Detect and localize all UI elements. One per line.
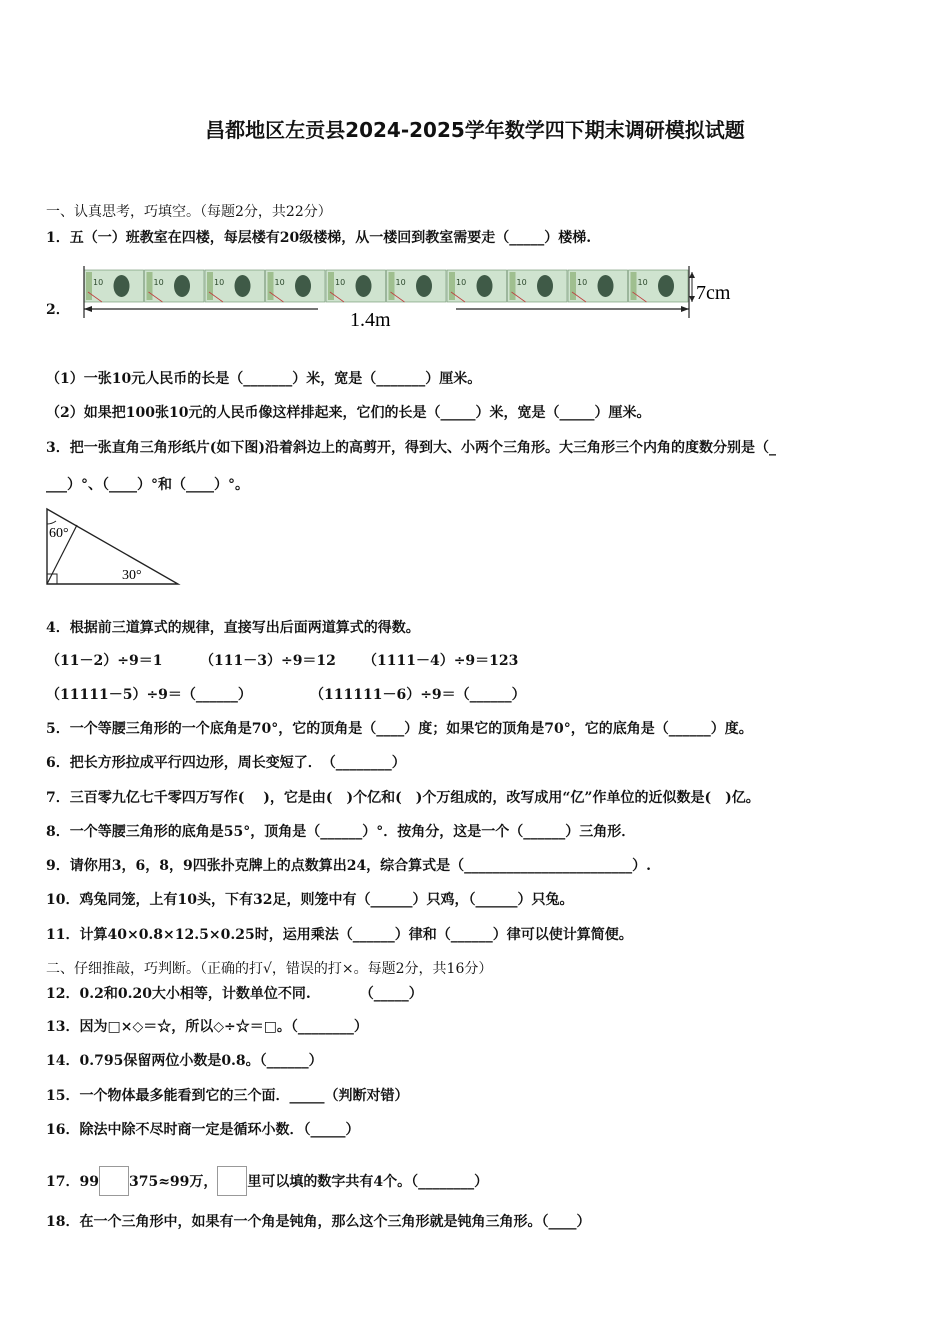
question-15: 15．一个物体最多能看到它的三个面．_____（判断对错） bbox=[46, 1088, 409, 1104]
banknote-denomination: 10 bbox=[456, 278, 467, 287]
question-4-row1-a: （11－2）÷9＝1 bbox=[46, 653, 163, 669]
banknote-denomination: 10 bbox=[153, 278, 164, 287]
banknote-icon bbox=[266, 270, 326, 302]
question-11: 11．计算40×0.8×12.5×0.25时，运用乘法（______）律和（______）律可以使计算简便。 bbox=[46, 927, 633, 943]
question-3-line2: ___）°、（____）°和（____）°。 bbox=[46, 477, 249, 493]
question-3-line1: 3．把一张直角三角形纸片(如下图)沿着斜边上的高剪开，得到大、小两个三角形。大三角形三个内角的度数分别是（_ bbox=[46, 440, 776, 456]
banknote-denomination: 10 bbox=[335, 278, 346, 287]
banknote-denomination: 10 bbox=[93, 278, 104, 287]
question-2-1: （1）一张10元人民币的长是（_______）米，宽是（_______）厘米。 bbox=[46, 371, 482, 387]
question-4-row1-c: （1111－4）÷9＝123 bbox=[363, 653, 519, 669]
page-title: 昌都地区左贡县2024-2025学年数学四下期末调研模拟试题 bbox=[205, 118, 745, 142]
question-17-part-a: 17．99 bbox=[46, 1174, 99, 1190]
question-7: 7．三百零九亿七千零四万写作( )，它是由( )个亿和( )个万组成的，改写成用“亿”作单位的近似数是( )亿。 bbox=[46, 790, 760, 806]
blank-box bbox=[99, 1166, 129, 1196]
banknote-icon bbox=[568, 270, 628, 302]
angle-30-label: 30° bbox=[122, 568, 142, 583]
banknote-row-figure bbox=[70, 262, 770, 334]
question-4-row1-b: （111－3）÷9＝12 bbox=[200, 653, 336, 669]
question-10: 10．鸡兔同笼，上有10头，下有32足，则笼中有（______）只鸡，（______）只兔。 bbox=[46, 892, 574, 908]
banknote-icon bbox=[508, 270, 568, 302]
banknote-icon bbox=[145, 270, 205, 302]
banknote-icon bbox=[387, 270, 447, 302]
right-triangle-figure bbox=[44, 506, 184, 586]
question-4-row2-b: （111111－6）÷9＝（______） bbox=[310, 687, 526, 703]
question-17-part-b: 375≈99万， bbox=[128, 1174, 218, 1190]
banknote-icon bbox=[629, 270, 689, 302]
question-17-part-c: 里可以填的数字共有4个。（________） bbox=[247, 1174, 489, 1190]
question-2-number: 2． bbox=[46, 302, 70, 318]
angle-60-label: 60° bbox=[49, 526, 69, 541]
question-14: 14．0.795保留两位小数是0.8。（______） bbox=[46, 1053, 323, 1069]
blank-box bbox=[217, 1166, 247, 1196]
banknote-denomination: 10 bbox=[214, 278, 225, 287]
banknote-icon bbox=[84, 270, 144, 302]
question-17 bbox=[46, 1166, 488, 1196]
banknote-icon bbox=[447, 270, 507, 302]
section-2-heading: 二、仔细推敲，巧判断。（正确的打√，错误的打×。每题2分，共16分） bbox=[46, 961, 493, 977]
question-4-row2-a: （11111－5）÷9＝（______） bbox=[46, 687, 252, 703]
question-5: 5．一个等腰三角形的一个底角是70°，它的顶角是（____）度；如果它的顶角是70°，它的底角是（______）度。 bbox=[46, 721, 753, 737]
banknote-denomination: 10 bbox=[516, 278, 527, 287]
question-8: 8．一个等腰三角形的底角是55°，顶角是（______）°．按角分，这是一个（______）三角形． bbox=[46, 824, 636, 840]
question-16: 16．除法中除不尽时商一定是循环小数．（_____） bbox=[46, 1122, 360, 1138]
banknote-denomination: 10 bbox=[274, 278, 285, 287]
section-1-heading: 一、认真思考，巧填空。（每题2分，共22分） bbox=[46, 204, 332, 220]
banknote-icon bbox=[326, 270, 386, 302]
width-label: 7cm bbox=[696, 282, 731, 304]
banknote-denomination: 10 bbox=[577, 278, 588, 287]
question-12: 12．0.2和0.20大小相等，计数单位不同. （_____） bbox=[46, 986, 423, 1002]
question-6: 6．把长方形拉成平行四边形，周长变短了． （________） bbox=[46, 755, 406, 771]
question-2-2: （2）如果把100张10元的人民币像这样排起来，它们的长是（_____）米，宽是（_____）厘米。 bbox=[46, 405, 651, 421]
question-4: 4．根据前三道算式的规律，直接写出后面两道算式的得数。 bbox=[46, 620, 420, 636]
question-1: 1．五（一）班教室在四楼，每层楼有20级楼梯，从一楼回到教室需要走（_____）楼梯. bbox=[46, 230, 592, 246]
banknote-icon bbox=[205, 270, 265, 302]
question-18: 18．在一个三角形中，如果有一个角是钝角，那么这个三角形就是钝角三角形。（____） bbox=[46, 1214, 591, 1230]
question-13: 13．因为□×◇＝☆，所以◇÷☆＝□。（________） bbox=[46, 1019, 368, 1035]
length-label: 1.4m bbox=[350, 309, 391, 331]
banknote-denomination: 10 bbox=[395, 278, 406, 287]
question-9: 9．请你用3，6，8，9四张扑克牌上的点数算出24，综合算式是（________________________）. bbox=[46, 858, 652, 874]
banknote-denomination: 10 bbox=[637, 278, 648, 287]
